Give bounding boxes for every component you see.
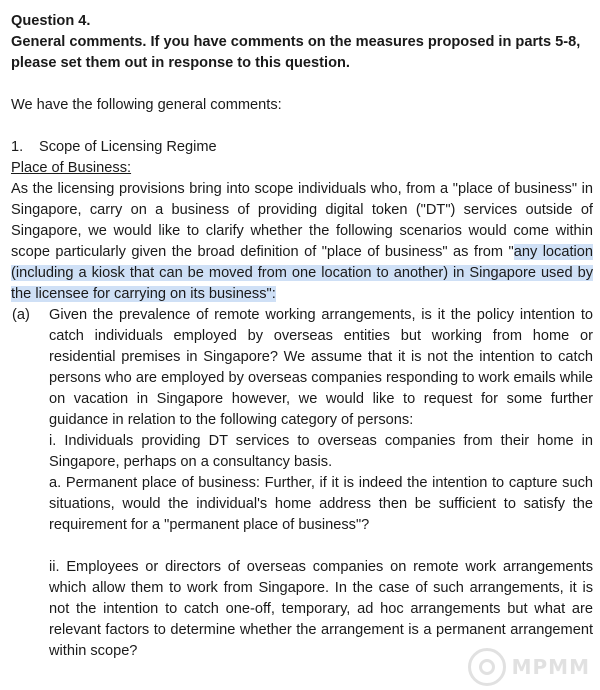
watermark-logo-icon — [468, 648, 506, 686]
spacer — [11, 74, 593, 95]
question-title: Question 4. — [11, 13, 91, 29]
list-item-a — [11, 305, 593, 662]
intro-text: We have the following general comments: — [11, 97, 282, 113]
list-item-body — [49, 305, 593, 662]
subheading: Place of Business: — [11, 160, 132, 176]
sub-item-i: i. Individuals providing DT services to overseas companies from their home in Singapore, perhaps on a consultancy basis. — [49, 433, 593, 470]
item-a-text: Given the prevalence of remote working arrangements, is it the policy intention to catch individuals employed by overseas entities but working from home or residential premises in Singapore? We assume that it is not the intention to catch persons who are employed by overseas companies responding to work emails while on vacation in Singapore however, we would like to request for some further guidance in relation to the following category of persons: — [49, 307, 593, 428]
sub-item-i-a: a. Permanent place of business: Further, if it is indeed the intention to capture such situations, would the individual's home address then be sufficient to satisfy the requirement for a "permanent place of business"? — [49, 475, 593, 533]
question-subtitle: General comments. If you have comments on the measures proposed in parts 5-8, please set them out in response to this question. — [11, 34, 581, 71]
watermark — [468, 648, 590, 686]
section-heading — [11, 137, 593, 158]
highlighted-text-end: ": — [266, 286, 276, 302]
spacer — [49, 536, 593, 557]
list-marker: (a) — [12, 307, 30, 323]
section-number: 1. — [11, 139, 24, 155]
document-page — [11, 11, 593, 662]
watermark-text: MPMM — [511, 654, 590, 679]
section-paragraph — [11, 179, 593, 305]
sub-item-ii: ii. Employees or directors of overseas companies on remote work arrangements which allow them to work from Singapore. In the case of such arrangements, it is not the intention to catch one-off, temporary, ad hoc arrangements but what are relevant factors to determine whether the arrangement is a permanent arrangement within scope? — [49, 559, 593, 659]
spacer — [11, 116, 593, 137]
section-title: Scope of Licensing Regime — [39, 139, 217, 155]
paragraph-text: As the licensing provisions bring into scope individuals who, from a "place of business" in Singapore, carry on a business of providing digital token ("DT") services outside of Singapore, we would like to clarify whether the following scenarios would come within scope particularly given the broad definition of "place of business" as from " — [11, 181, 593, 260]
highlighted-text: any location (including a kiosk that can be moved from one location to another) in Singapore used by the licensee for carrying on its business — [11, 244, 593, 302]
